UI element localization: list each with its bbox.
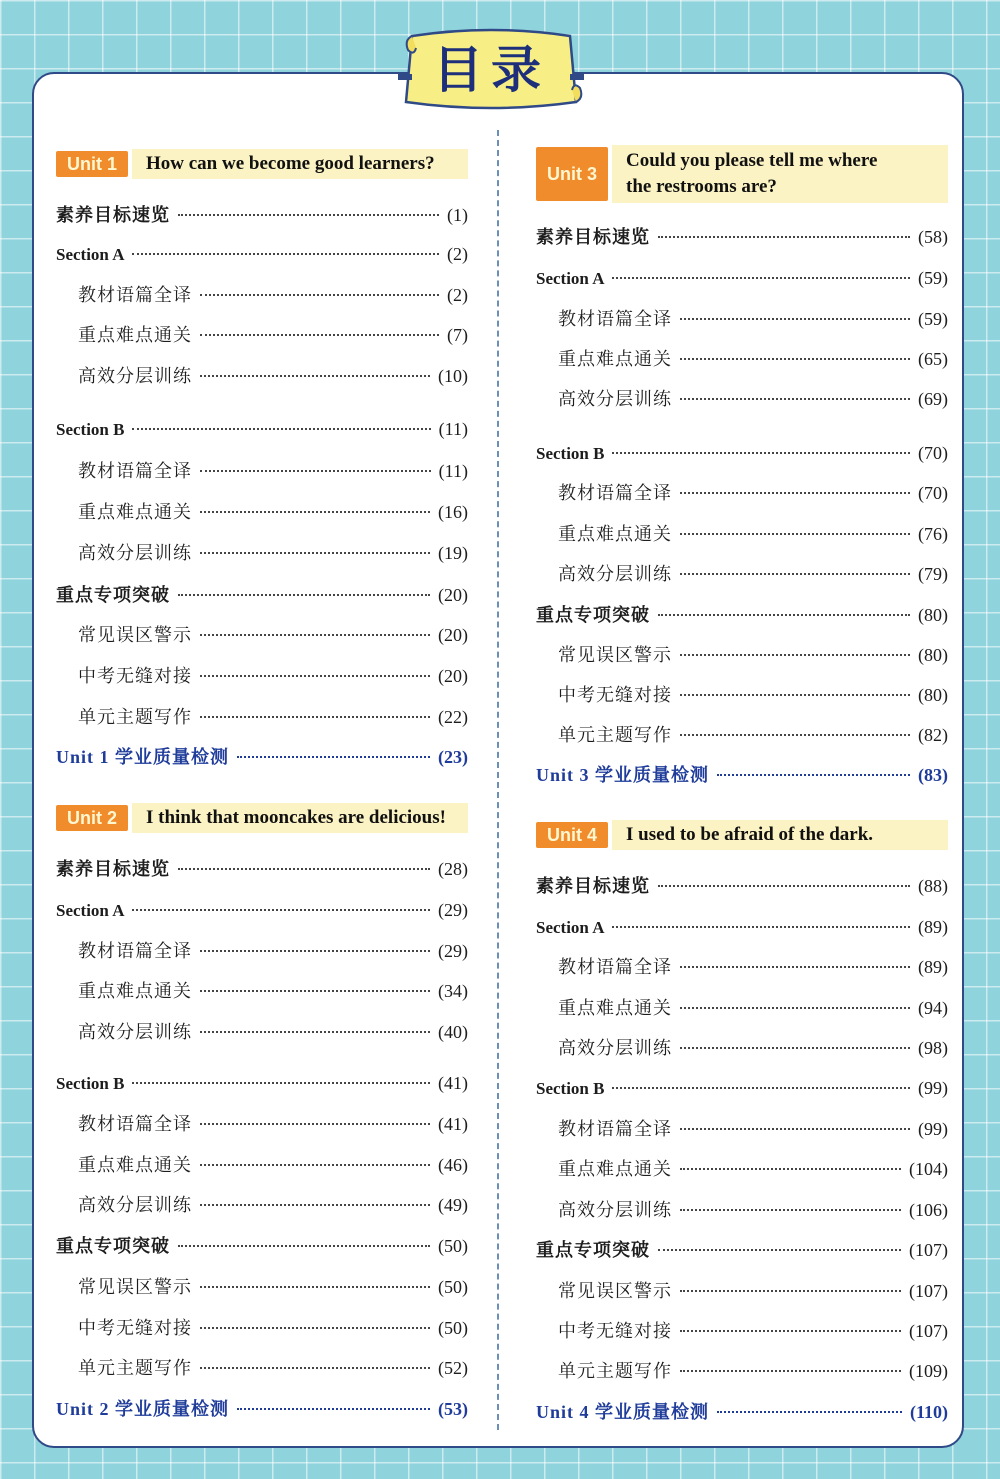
toc-row[interactable]: Section A (89) (536, 917, 948, 937)
toc-row[interactable]: 教材语篇全译 (41) (78, 1114, 468, 1134)
toc-row[interactable]: 高效分层训练 (79) (558, 564, 948, 584)
toc-row[interactable]: 重点难点通关 (65) (558, 349, 948, 369)
toc-row[interactable]: 重点难点通关 (104) (558, 1159, 948, 1179)
toc-row-quality-test[interactable]: Unit 2 学业质量检测 (53) (56, 1399, 468, 1419)
toc-row[interactable]: 重点专项突破 (107) (536, 1240, 948, 1260)
toc-row-quality-test[interactable]: Unit 4 学业质量检测 (110) (536, 1402, 948, 1422)
title-banner (398, 22, 584, 118)
column-divider (497, 130, 499, 1430)
toc-row[interactable]: 教材语篇全译 (70) (558, 483, 948, 503)
toc-row-quality-test[interactable]: Unit 3 学业质量检测 (83) (536, 765, 948, 785)
unit-1-tag: Unit 1 (56, 151, 128, 177)
toc-row[interactable]: Section B (99) (536, 1078, 948, 1098)
toc-row[interactable]: 单元主题写作 (52) (78, 1358, 468, 1378)
toc-row[interactable]: 中考无缝对接 (20) (78, 666, 468, 686)
toc-row[interactable]: 高效分层训练 (10) (78, 366, 468, 386)
toc-row[interactable]: 素养目标速览 (28) (56, 859, 468, 879)
toc-row[interactable]: 常见误区警示 (107) (558, 1281, 948, 1301)
toc-row[interactable]: 教材语篇全译 (99) (558, 1119, 948, 1139)
toc-row[interactable]: 教材语篇全译 (2) (78, 285, 468, 305)
unit-4-title: I used to be afraid of the dark. (626, 824, 874, 845)
unit-3-title-line1: Could you please tell me where (626, 150, 878, 171)
page-title: 目录 (433, 41, 549, 99)
toc-row[interactable]: 常见误区警示 (20) (78, 625, 468, 645)
unit-3-tag: Unit 3 (536, 147, 608, 201)
toc-row[interactable]: 高效分层训练 (19) (78, 543, 468, 563)
toc-row[interactable]: 重点难点通关 (34) (78, 981, 468, 1001)
unit-2-tag: Unit 2 (56, 805, 128, 831)
toc-row[interactable]: 中考无缝对接 (50) (78, 1318, 468, 1338)
toc-row[interactable]: 常见误区警示 (50) (78, 1277, 468, 1297)
toc-row[interactable]: 重点难点通关 (46) (78, 1155, 468, 1175)
toc-row[interactable]: 高效分层训练 (106) (558, 1200, 948, 1220)
toc-row[interactable]: 高效分层训练 (49) (78, 1195, 468, 1215)
unit-4-tag: Unit 4 (536, 822, 608, 848)
toc-row[interactable]: 教材语篇全译 (59) (558, 309, 948, 329)
toc-row[interactable]: 单元主题写作 (82) (558, 725, 948, 745)
toc-row-quality-test[interactable]: Unit 1 学业质量检测 (23) (56, 747, 468, 767)
toc-row[interactable]: 单元主题写作 (109) (558, 1361, 948, 1381)
toc-row[interactable]: Section B (11) (56, 419, 468, 439)
toc-row[interactable]: 重点专项突破 (50) (56, 1236, 468, 1256)
unit-1-header (56, 147, 468, 181)
toc-row[interactable]: 重点难点通关 (76) (558, 524, 948, 544)
toc-row[interactable]: Section A (2) (56, 244, 468, 264)
toc-row[interactable]: 常见误区警示 (80) (558, 645, 948, 665)
toc-row[interactable]: 重点难点通关 (94) (558, 998, 948, 1018)
toc-row[interactable]: Section A (29) (56, 900, 468, 920)
unit-3-header (536, 145, 948, 205)
toc-row[interactable]: Section A (59) (536, 268, 948, 288)
toc-row[interactable]: Section B (70) (536, 443, 948, 463)
toc-row[interactable]: 高效分层训练 (40) (78, 1022, 468, 1042)
toc-row[interactable]: 重点专项突破 (20) (56, 585, 468, 605)
toc-row[interactable]: 重点专项突破 (80) (536, 605, 948, 625)
unit-2-header (56, 801, 468, 835)
toc-row[interactable]: 中考无缝对接 (80) (558, 685, 948, 705)
unit-4-header (536, 818, 948, 852)
toc-row[interactable]: 素养目标速览 (88) (536, 876, 948, 896)
toc-row[interactable]: 重点难点通关 (7) (78, 325, 468, 345)
toc-row[interactable]: 高效分层训练 (69) (558, 389, 948, 409)
toc-row[interactable]: 教材语篇全译 (29) (78, 941, 468, 961)
unit-2-title: I think that mooncakes are delicious! (146, 807, 446, 828)
toc-row[interactable]: 重点难点通关 (16) (78, 502, 468, 522)
toc-row[interactable]: 中考无缝对接 (107) (558, 1321, 948, 1341)
toc-row[interactable]: 素养目标速览 (1) (56, 205, 468, 225)
toc-row[interactable]: 素养目标速览 (58) (536, 227, 948, 247)
unit-1-title: How can we become good learners? (146, 153, 435, 174)
toc-row[interactable]: 教材语篇全译 (11) (78, 461, 468, 481)
toc-row[interactable]: 单元主题写作 (22) (78, 707, 468, 727)
toc-row[interactable]: Section B (41) (56, 1073, 468, 1093)
toc-row[interactable]: 高效分层训练 (98) (558, 1038, 948, 1058)
toc-row[interactable]: 教材语篇全译 (89) (558, 957, 948, 977)
unit-3-title-line2: the restrooms are? (626, 176, 777, 197)
